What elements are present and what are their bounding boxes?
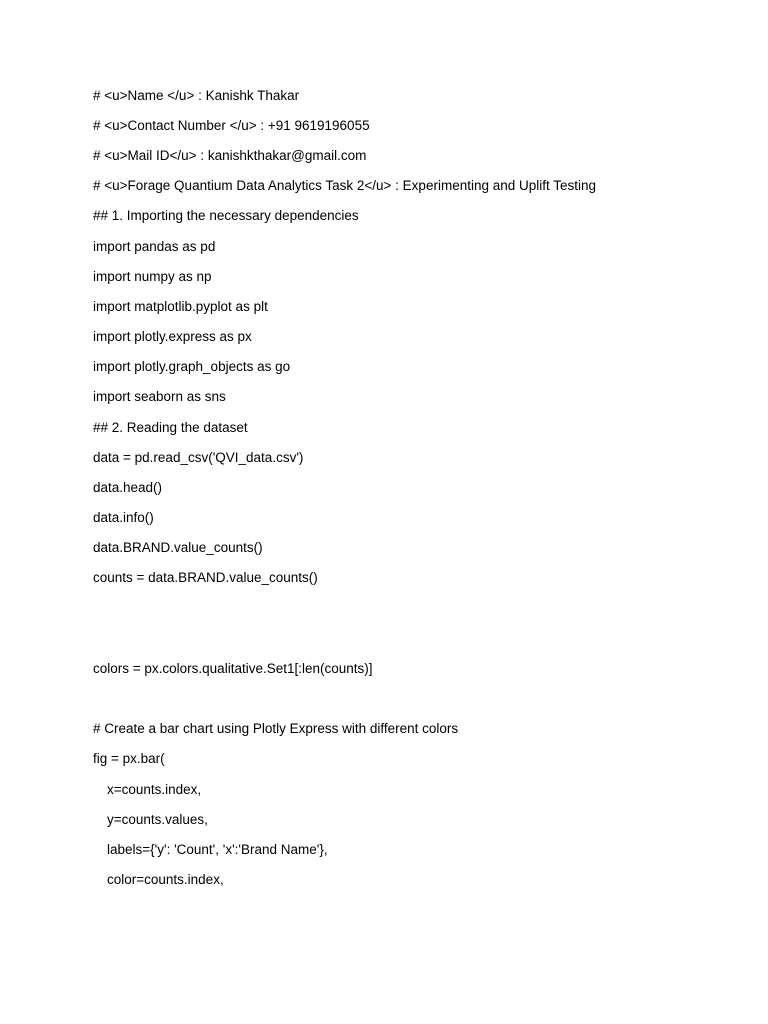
name-line: # <u>Name </u> : Kanishk Thakar xyxy=(93,88,300,103)
code-comment-line: # Create a bar chart using Plotly Express with different colors xyxy=(93,721,459,736)
section-2-heading: ## 2. Reading the dataset xyxy=(93,420,248,435)
code-line: fig = px.bar( xyxy=(93,751,165,766)
task-title-line: # <u>Forage Quantium Data Analytics Task 2</u> : Experimenting and Uplift Testing xyxy=(93,178,597,193)
code-line: import plotly.graph_objects as go xyxy=(93,359,291,374)
code-line: import matplotlib.pyplot as plt xyxy=(93,299,268,314)
code-line: import numpy as np xyxy=(93,269,212,284)
code-line: data.info() xyxy=(93,510,154,525)
code-line: import seaborn as sns xyxy=(93,389,226,404)
code-line-indented: y=counts.values, xyxy=(107,812,208,827)
code-line-indented: x=counts.index, xyxy=(107,782,202,797)
code-line: data.head() xyxy=(93,480,163,495)
code-line: counts = data.BRAND.value_counts() xyxy=(93,570,318,585)
mail-line: # <u>Mail ID</u> : kanishkthakar@gmail.com xyxy=(93,148,367,163)
code-line: import pandas as pd xyxy=(93,239,216,254)
code-line: data.BRAND.value_counts() xyxy=(93,540,263,555)
code-line-indented: color=counts.index, xyxy=(107,872,224,887)
code-line: data = pd.read_csv('QVI_data.csv') xyxy=(93,450,304,465)
code-line-indented: labels={'y': 'Count', 'x':'Brand Name'}, xyxy=(107,842,328,857)
code-line: import plotly.express as px xyxy=(93,329,252,344)
section-1-heading: ## 1. Importing the necessary dependencies xyxy=(93,208,359,223)
contact-line: # <u>Contact Number </u> : +91 9619196055 xyxy=(93,118,370,133)
code-line: colors = px.colors.qualitative.Set1[:len(counts)] xyxy=(93,661,373,676)
